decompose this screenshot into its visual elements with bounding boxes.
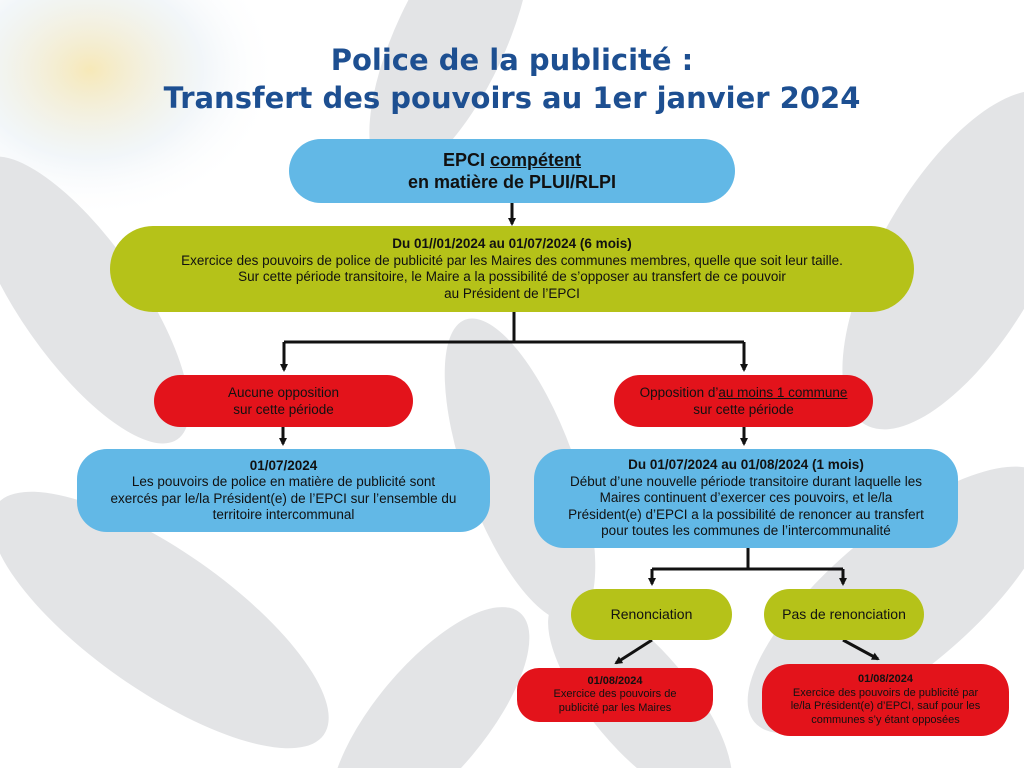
result-no-renunciation-line3: communes s’y étant opposées (811, 713, 960, 726)
result-renunciation-line2: publicité par les Maires (558, 701, 672, 714)
renunciation-label: Renonciation (610, 606, 693, 622)
result-no-renunciation-heading: 01/08/2024 (857, 673, 914, 685)
result-no-renunciation-line1: Exercice des pouvoirs de publicité par (792, 686, 979, 699)
period1-line2: Sur cette période transitoire, le Maire a la possibilité de s’opposer au transfert de ce pouvoir (238, 269, 786, 284)
period1-box (110, 226, 914, 312)
no-renunciation-label: Pas de renonciation (782, 606, 906, 622)
transfer-date-line1: Les pouvoirs de police en matière de publicité sont (131, 474, 436, 489)
period2-heading: Du 01/07/2024 au 01/08/2024 (1 mois) (628, 457, 864, 473)
opposition-line2: sur cette période (693, 402, 794, 417)
period2-line2: Maires continuent d’exercer ces pouvoirs, et le/la (599, 490, 893, 506)
result-no-renunciation-line2: le/la Président(e) d’EPCI, sauf pour les (790, 700, 981, 712)
opposition-box (614, 375, 873, 427)
no-opposition-line1: Aucune opposition (227, 385, 340, 400)
no-renunciation-box (764, 589, 924, 640)
epci-competent-box (289, 139, 735, 203)
page-title-line2: Transfert des pouvoirs au 1er janvier 2024 (163, 81, 861, 115)
arrow-to-result-renunciation (616, 640, 652, 663)
result-no-renunciation-box (762, 664, 1009, 736)
period2-box (534, 449, 958, 548)
connector-period1-split (284, 312, 744, 342)
competent-label: compétent (490, 150, 582, 170)
period2-line4: pour toutes les communes de l’intercommunalité (601, 523, 891, 539)
opposition-line1 (640, 384, 848, 401)
epci-label: EPCI (442, 150, 490, 170)
result-renunciation-box (517, 668, 713, 722)
connector-period2-split (652, 548, 843, 569)
no-opposition-box (154, 375, 413, 427)
transfer-date-box (77, 449, 490, 532)
period1-heading: Du 01//01/2024 au 01/07/2024 (6 mois) (392, 236, 632, 251)
no-opposition-line2: sur cette période (233, 402, 334, 417)
period2-line3: Président(e) d’EPCI a la possibilité de renoncer au transfert (568, 506, 924, 522)
period1-line3: au Président de l’EPCI (444, 285, 580, 301)
opposition-prefix: Opposition d’ (639, 385, 719, 400)
result-renunciation-line1: Exercice des pouvoirs de (553, 688, 677, 701)
page-title-line1: Police de la publicité : (330, 43, 694, 77)
period1-line1: Exercice des pouvoirs de police de publicité par les Maires des communes membres, quelle que soit leur taille. (181, 252, 843, 268)
period2-line1: Début d’une nouvelle période transitoire durant laquelle les (570, 473, 922, 489)
transfer-date-heading: 01/07/2024 (249, 457, 318, 473)
arrow-to-result-no-renunciation (843, 640, 878, 659)
epci-box-line1 (443, 149, 581, 171)
result-renunciation-heading: 01/08/2024 (587, 674, 643, 687)
renunciation-box (571, 589, 732, 640)
opposition-at-least-one: au moins 1 commune (718, 385, 848, 400)
transfer-date-line2: exercés par le/la Président(e) de l’EPCI sur l’ensemble du (110, 490, 457, 506)
epci-box-line2: en matière de PLUI/RLPI (407, 172, 617, 192)
transfer-date-line3: territoire intercommunal (212, 507, 355, 522)
